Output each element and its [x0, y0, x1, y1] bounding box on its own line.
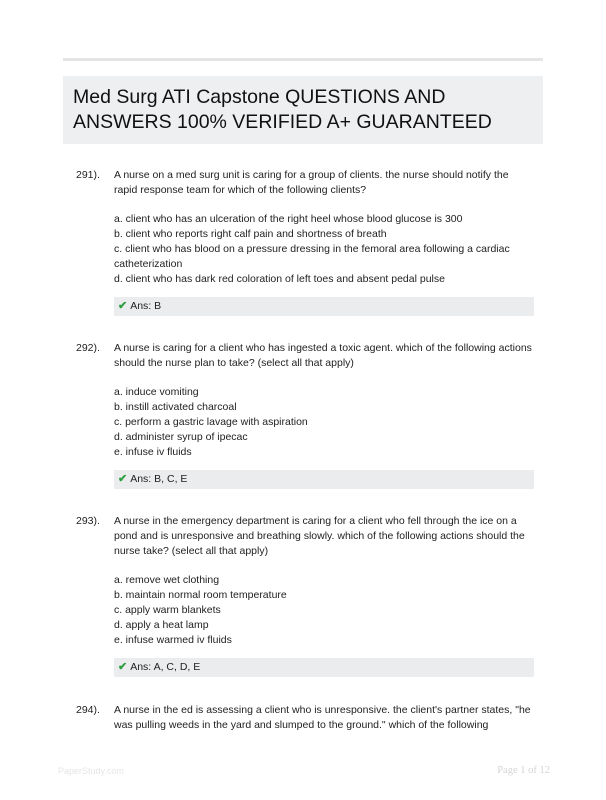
option-c: c. client who has blood on a pressure dressing in the femoral area following a cardiac catheterization — [114, 243, 510, 270]
option-c: c. perform a gastric lavage with aspiration — [114, 416, 308, 428]
question-text: A nurse in the ed is assessing a client who is unresponsive. the client's partner states, "he was pulling weeds in the yard and slumped to the ground." which of the following — [114, 704, 531, 731]
options-list — [114, 573, 534, 648]
option-b: b. instill activated charcoal — [114, 401, 237, 413]
option-b: b. client who reports right calf pain and shortness of breath — [114, 228, 387, 240]
option-d: d. apply a heat lamp — [114, 619, 209, 631]
answer-box — [114, 470, 534, 489]
option-e: e. infuse warmed iv fluids — [114, 634, 232, 646]
answer-text: Ans: B, C, E — [130, 473, 188, 485]
question-number: 294). — [76, 704, 100, 716]
options-list — [114, 385, 534, 460]
answer-box — [114, 658, 534, 677]
page-indicator: Page 1 of 12 — [497, 765, 550, 776]
question-text: A nurse in the emergency department is caring for a client who fell through the ice on a pond and is unresponsive and breathing slowly. which of the following actions should the nurse take? (select all that apply) — [114, 515, 525, 557]
question-number: 291). — [76, 169, 100, 181]
footer-watermark: PaperStudy.com — [58, 766, 124, 776]
option-a: a. induce vomiting — [114, 386, 199, 398]
option-a: a. remove wet clothing — [114, 574, 220, 586]
question-294 — [63, 703, 543, 733]
top-divider — [63, 58, 543, 61]
option-c: c. apply warm blankets — [114, 604, 221, 616]
question-text: A nurse is caring for a client who has ingested a toxic agent. which of the following actions should the nurse plan to take? (select all that apply) — [114, 342, 532, 369]
question-text: A nurse on a med surg unit is caring for a group of clients. the nurse should notify the rapid response team for which of the following clients? — [114, 169, 509, 196]
option-e: e. infuse iv fluids — [114, 446, 192, 458]
question-number: 292). — [76, 342, 100, 354]
question-293 — [63, 514, 543, 677]
checkmark-icon: ✔ — [118, 300, 128, 312]
option-a: a. client who has an ulceration of the right heel whose blood glucose is 300 — [114, 213, 463, 225]
question-292 — [63, 341, 543, 489]
option-d: d. client who has dark red coloration of left toes and absent pedal pulse — [114, 273, 445, 285]
answer-text: Ans: A, C, D, E — [130, 661, 201, 673]
answer-box — [114, 297, 534, 316]
question-291 — [63, 168, 543, 316]
checkmark-icon: ✔ — [118, 473, 128, 485]
option-d: d. administer syrup of ipecac — [114, 431, 248, 443]
options-list — [114, 212, 534, 287]
title-banner — [63, 76, 543, 144]
checkmark-icon: ✔ — [118, 661, 128, 673]
page-title: Med Surg ATI Capstone QUESTIONS AND ANSWERS 100% VERIFIED A+ GUARANTEED — [73, 86, 492, 133]
answer-text: Ans: B — [130, 300, 162, 312]
question-number: 293). — [76, 515, 100, 527]
option-b: b. maintain normal room temperature — [114, 589, 287, 601]
